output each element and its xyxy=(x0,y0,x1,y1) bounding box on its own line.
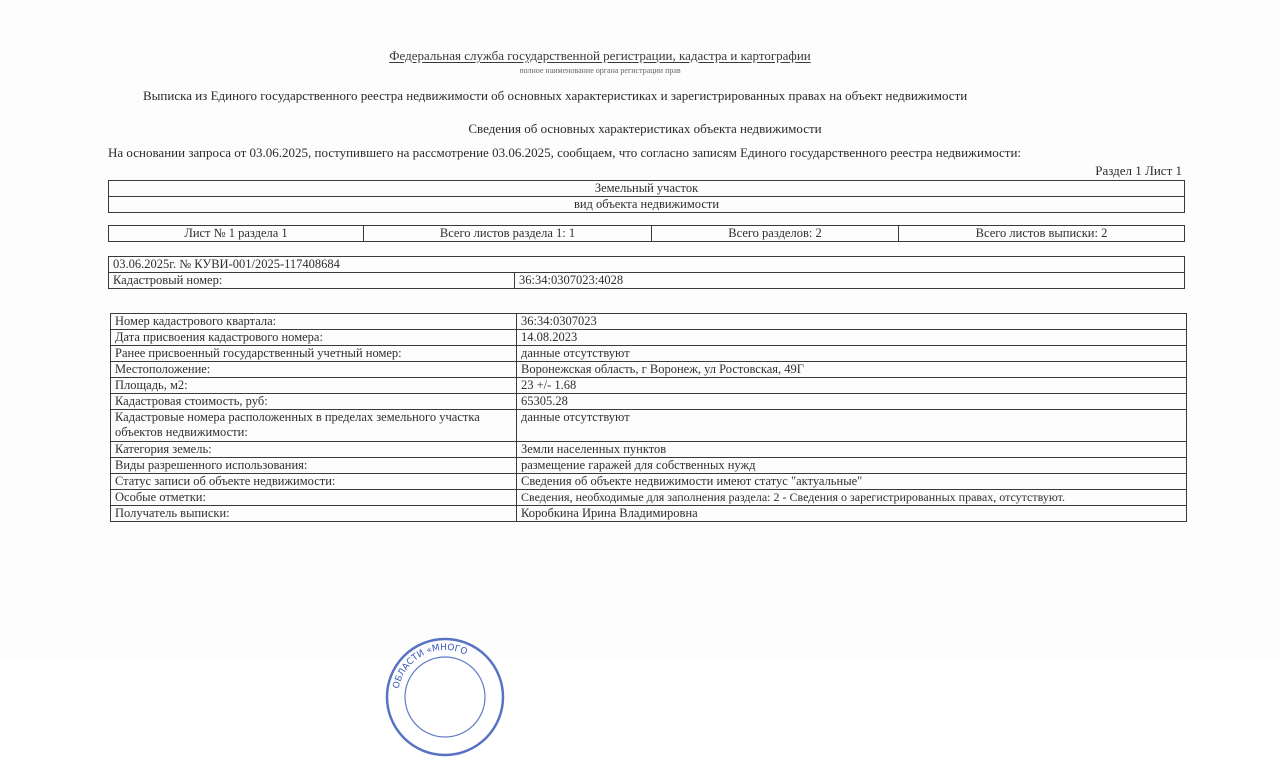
table-row xyxy=(111,410,1187,442)
table-row xyxy=(109,257,1185,273)
characteristics-table xyxy=(110,313,1187,522)
stamp-seal xyxy=(384,636,506,758)
row-label: Получатель выписки: xyxy=(111,506,517,522)
row-label: Площадь, м2: xyxy=(111,378,517,394)
table-row xyxy=(111,378,1187,394)
table-row xyxy=(111,506,1187,522)
object-type-table xyxy=(108,180,1185,213)
extract-reference: 03.06.2025г. № КУВИ-001/2025-117408684 xyxy=(109,257,1185,273)
row-value: Сведения об объекте недвижимости имеют статус "актуальные" xyxy=(517,474,1187,490)
row-label: Ранее присвоенный государственный учетный номер: xyxy=(111,346,517,362)
table-row xyxy=(111,362,1187,378)
table-row xyxy=(109,226,1185,242)
section-title: Сведения об основных характеристиках объекта недвижимости xyxy=(468,121,822,136)
total-extract-sheets: Всего листов выписки: 2 xyxy=(899,226,1185,242)
row-value: Коробкина Ирина Владимировна xyxy=(517,506,1187,522)
row-value: Земли населенных пунктов xyxy=(517,442,1187,458)
total-section-sheets: Всего листов раздела 1: 1 xyxy=(364,226,652,242)
total-sections: Всего разделов: 2 xyxy=(652,226,899,242)
sheet-reference: Раздел 1 Лист 1 xyxy=(1095,163,1182,178)
row-label: Номер кадастрового квартала: xyxy=(111,314,517,330)
cadastral-number-value: 36:34:0307023:4028 xyxy=(515,273,1185,289)
row-value: Сведения, необходимые для заполнения раздела: 2 - Сведения о зарегистрированных правах, отсутствуют. xyxy=(517,490,1187,506)
sheet-info-table xyxy=(108,225,1185,242)
agency-caption: полное наименование органа регистрации прав xyxy=(519,66,681,75)
row-label: Местоположение: xyxy=(111,362,517,378)
object-type: Земельный участок xyxy=(109,181,1185,197)
row-label: Кадастровая стоимость, руб: xyxy=(111,394,517,410)
table-row xyxy=(109,273,1185,289)
object-type-caption: вид объекта недвижимости xyxy=(109,197,1185,213)
table-row xyxy=(111,490,1187,506)
row-value: Воронежская область, г Воронеж, ул Ростовская, 49Г xyxy=(517,362,1187,378)
row-value: 14.08.2023 xyxy=(517,330,1187,346)
table-row xyxy=(111,458,1187,474)
row-label: Статус записи об объекте недвижимости: xyxy=(111,474,517,490)
table-row xyxy=(109,197,1185,213)
row-label: Особые отметки: xyxy=(111,490,517,506)
row-value: 36:34:0307023 xyxy=(517,314,1187,330)
sheet-number: Лист № 1 раздела 1 xyxy=(109,226,364,242)
table-row xyxy=(111,346,1187,362)
document-title: Выписка из Единого государственного реестра недвижимости об основных характеристиках и зарегистрированных правах на объект недвижимости xyxy=(143,88,968,103)
row-label: Виды разрешенного использования: xyxy=(111,458,517,474)
table-row xyxy=(111,314,1187,330)
table-row xyxy=(111,394,1187,410)
stamp-text: ОБЛАСТИ «МНОГО xyxy=(391,642,469,690)
table-row xyxy=(111,442,1187,458)
table-row xyxy=(109,181,1185,197)
agency-name: Федеральная служба государственной регистрации, кадастра и картографии xyxy=(389,48,811,63)
row-label: Дата присвоения кадастрового номера: xyxy=(111,330,517,346)
table-row xyxy=(111,474,1187,490)
row-value: 23 +/- 1.68 xyxy=(517,378,1187,394)
basis-text: На основании запроса от 03.06.2025, поступившего на рассмотрение 03.06.2025, сообщаем, что согласно записям Единого государственного реестра недвижимости: xyxy=(108,145,1022,160)
row-label: Кадастровые номера расположенных в пределах земельного участка объектов недвижимости: xyxy=(111,410,517,442)
cadastral-number-label: Кадастровый номер: xyxy=(109,273,515,289)
extract-ref-table xyxy=(108,256,1185,289)
row-value: данные отсутствуют xyxy=(517,410,1187,442)
row-value: размещение гаражей для собственных нужд xyxy=(517,458,1187,474)
table-row xyxy=(111,330,1187,346)
row-label: Категория земель: xyxy=(111,442,517,458)
row-value: 65305.28 xyxy=(517,394,1187,410)
row-value: данные отсутствуют xyxy=(517,346,1187,362)
